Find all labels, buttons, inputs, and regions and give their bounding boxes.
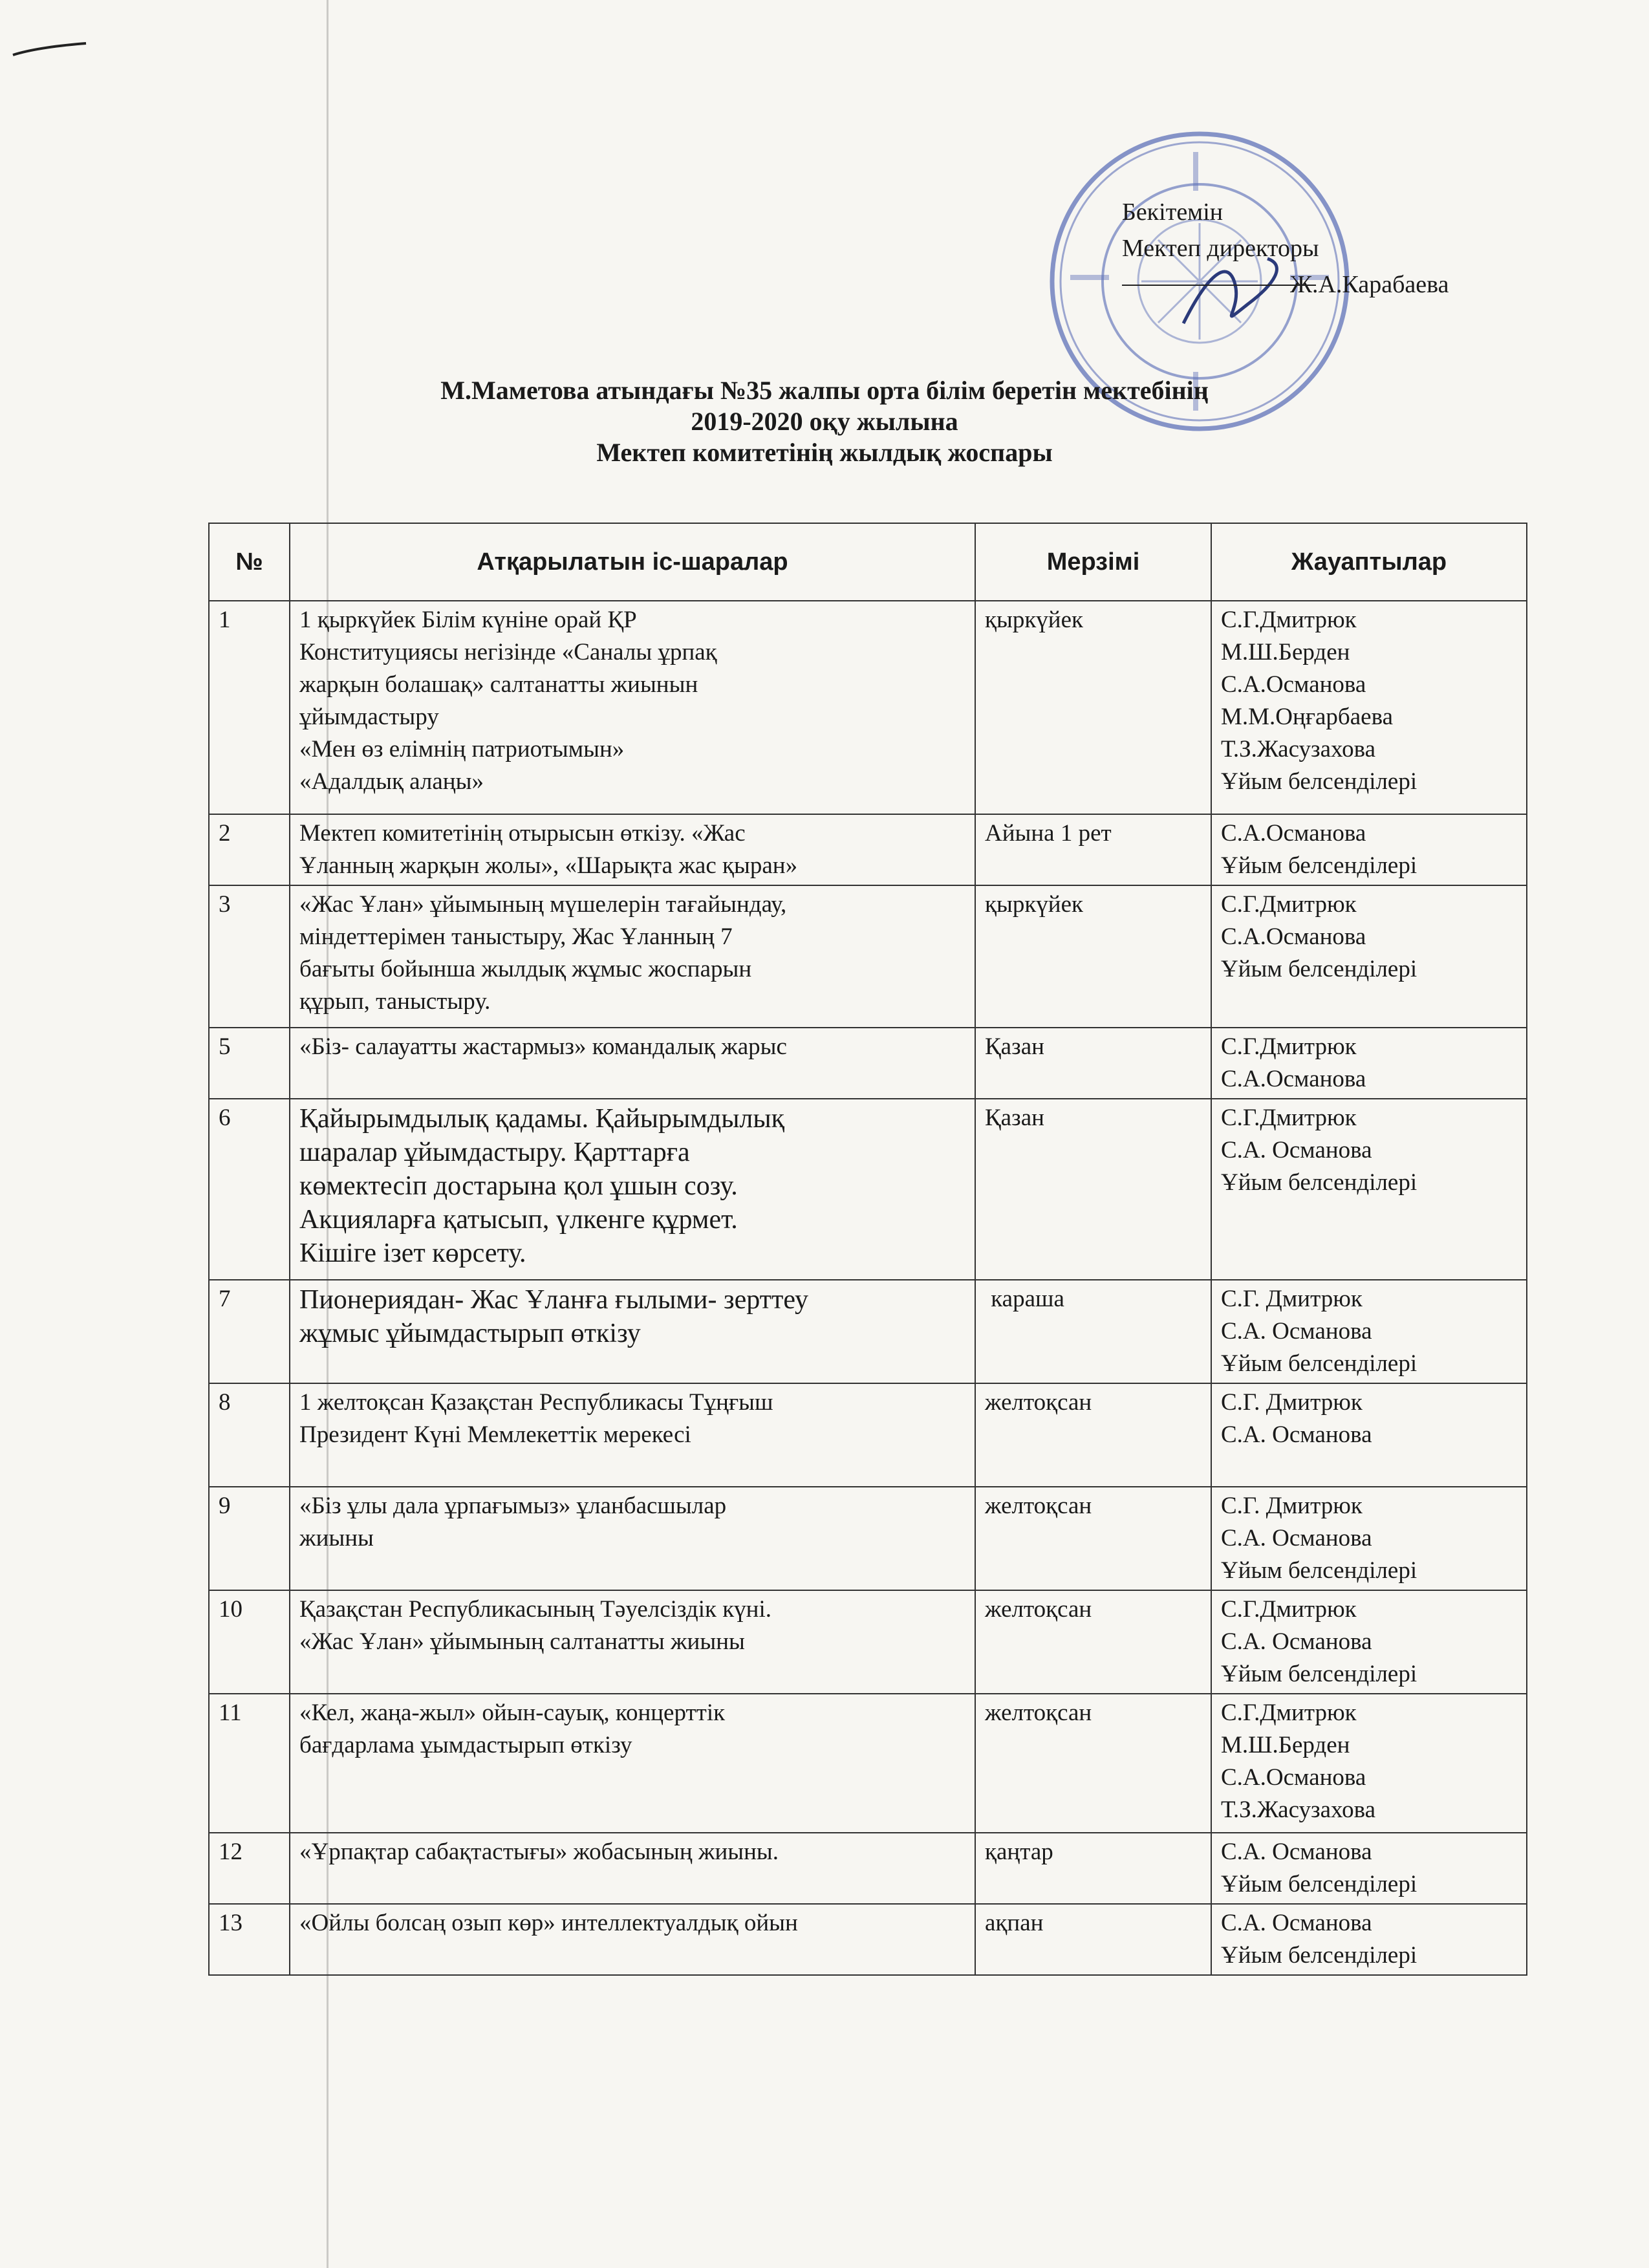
activity-line: 1 желтоқсан Қазақстан Республикасы Тұңғыш <box>299 1389 773 1416</box>
row-date: қыркүйек <box>975 885 1211 1028</box>
responsible-person: С.Г.Дмитрюк <box>1221 891 1357 918</box>
approval-block <box>1122 194 1523 303</box>
responsible-person: С.А. Османова <box>1221 1525 1372 1551</box>
row-date: қыркүйек <box>975 601 1211 814</box>
row-number: 5 <box>209 1028 290 1099</box>
title-line-plan: Мектеп комитетінің жылдық жоспары <box>596 438 1053 467</box>
row-number: 9 <box>209 1487 290 1590</box>
row-date: қаңтар <box>975 1833 1211 1904</box>
activity-line: Ұланның жарқын жолы», «Шарықта жас қыран» <box>299 852 798 879</box>
table-row <box>209 1590 1527 1694</box>
responsible-person: С.А. Османова <box>1221 1318 1372 1345</box>
row-date: ақпан <box>975 1904 1211 1975</box>
approval-label: Бекітемін <box>1122 199 1223 226</box>
row-number: 2 <box>209 814 290 885</box>
header-responsible: Жауаптылар <box>1211 523 1527 601</box>
row-number: 13 <box>209 1904 290 1975</box>
row-responsible <box>1211 1833 1527 1904</box>
responsible-person: С.А. Османова <box>1221 1421 1372 1448</box>
row-responsible <box>1211 1487 1527 1590</box>
row-activity <box>290 601 975 814</box>
responsible-person: С.Г.Дмитрюк <box>1221 1596 1357 1623</box>
responsible-person: Т.З.Жасузахова <box>1221 736 1376 762</box>
table-body <box>209 601 1527 1975</box>
responsible-person: М.Ш.Берден <box>1221 639 1350 665</box>
table-row <box>209 814 1527 885</box>
activity-line: «Ойлы болсаң озып көр» интеллектуалдық ойын <box>299 1910 798 1936</box>
table-row <box>209 885 1527 1028</box>
row-activity <box>290 1590 975 1694</box>
table-row <box>209 1487 1527 1590</box>
signature-line <box>1122 285 1316 286</box>
table-row <box>209 601 1527 814</box>
responsible-person: Ұйым белсенділері <box>1221 1942 1417 1969</box>
row-activity <box>290 1028 975 1099</box>
activity-line: құрып, таныстыру. <box>299 988 491 1015</box>
activity-line: 1 қыркүйек Білім күніне орай ҚР <box>299 607 637 633</box>
row-activity <box>290 1383 975 1487</box>
row-number: 11 <box>209 1694 290 1833</box>
pen-mark <box>12 36 89 61</box>
table-row <box>209 1694 1527 1833</box>
responsible-person: Ұйым белсенділері <box>1221 1661 1417 1687</box>
row-date: Қазан <box>975 1099 1211 1280</box>
director-name: Ж.А.Карабаева <box>1290 271 1449 298</box>
plan-table <box>208 523 1527 1976</box>
responsible-person: С.Г.Дмитрюк <box>1221 1033 1357 1060</box>
activity-line: «Адалдық алаңы» <box>299 768 484 795</box>
row-activity <box>290 885 975 1028</box>
document-title <box>0 375 1649 468</box>
row-responsible <box>1211 885 1527 1028</box>
row-responsible <box>1211 1383 1527 1487</box>
table-row <box>209 1833 1527 1904</box>
row-number: 1 <box>209 601 290 814</box>
activity-line: Мектеп комитетінің отырысын өткізу. «Жас <box>299 820 746 847</box>
activity-line: шаралар ұйымдастыру. Қарттарға <box>299 1138 690 1167</box>
responsible-person: Ұйым белсенділері <box>1221 1557 1417 1584</box>
activity-line: Қайырымдылық қадамы. Қайырымдылық <box>299 1104 784 1134</box>
responsible-person: С.А. Османова <box>1221 1839 1372 1865</box>
responsible-person: Ұйым белсенділері <box>1221 956 1417 982</box>
table-row <box>209 1280 1527 1383</box>
activity-line: бағдарлама ұымдастырып өткізу <box>299 1732 632 1758</box>
title-line-year: 2019-2020 оқу жылына <box>691 407 958 436</box>
row-date: караша <box>975 1280 1211 1383</box>
row-date: желтоқсан <box>975 1487 1211 1590</box>
responsible-person: Ұйым белсенділері <box>1221 768 1417 795</box>
activity-line: Қазақстан Республикасының Тәуелсіздік күні. <box>299 1596 772 1623</box>
row-activity <box>290 1099 975 1280</box>
activity-line: «Біз ұлы дала ұрпағымыз» ұланбасшылар <box>299 1493 727 1519</box>
row-responsible <box>1211 1590 1527 1694</box>
row-responsible <box>1211 1694 1527 1833</box>
header-number: № <box>209 523 290 601</box>
row-activity <box>290 814 975 885</box>
row-activity <box>290 1694 975 1833</box>
responsible-person: Ұйым белсенділері <box>1221 1169 1417 1196</box>
activity-line: «Жас Ұлан» ұйымының салтанатты жиыны <box>299 1628 745 1655</box>
table-row <box>209 1383 1527 1487</box>
row-date: Айына 1 рет <box>975 814 1211 885</box>
activity-line: Кішіге ізет көрсету. <box>299 1238 526 1268</box>
row-number: 8 <box>209 1383 290 1487</box>
activity-line: «Жас Ұлан» ұйымының мүшелерін тағайындау, <box>299 891 787 918</box>
activity-line: жұмыс ұйымдастырып өткізу <box>299 1319 641 1348</box>
activity-line: Пионериядан- Жас Ұланға ғылыми- зерттеу <box>299 1285 808 1315</box>
activity-line: «Біз- салауатты жастармыз» командалық жарыс <box>299 1033 787 1060</box>
activity-line: ұйымдастыру <box>299 704 439 730</box>
row-responsible <box>1211 814 1527 885</box>
row-date: желтоқсан <box>975 1590 1211 1694</box>
header-date: Мерзімі <box>975 523 1211 601</box>
row-number: 7 <box>209 1280 290 1383</box>
responsible-person: С.Г. Дмитрюк <box>1221 1389 1363 1416</box>
title-line-school: М.Маметова атындағы №35 жалпы орта білім беретін мектебінің <box>440 376 1209 405</box>
row-activity <box>290 1487 975 1590</box>
header-activity: Атқарылатын іс-шаралар <box>290 523 975 601</box>
row-responsible <box>1211 1028 1527 1099</box>
activity-line: жиыны <box>299 1525 374 1551</box>
activity-line: Акцияларға қатысып, үлкенге құрмет. <box>299 1205 738 1235</box>
row-responsible <box>1211 1099 1527 1280</box>
row-responsible <box>1211 1280 1527 1383</box>
table-row <box>209 1028 1527 1099</box>
row-date: желтоқсан <box>975 1694 1211 1833</box>
responsible-person: С.А.Османова <box>1221 671 1366 698</box>
row-responsible <box>1211 601 1527 814</box>
activity-line: «Ұрпақтар сабақтастығы» жобасының жиыны. <box>299 1839 779 1865</box>
row-number: 6 <box>209 1099 290 1280</box>
responsible-person: С.А. Османова <box>1221 1628 1372 1655</box>
row-activity <box>290 1833 975 1904</box>
responsible-person: С.А.Османова <box>1221 1764 1366 1791</box>
responsible-person: Ұйым белсенділері <box>1221 852 1417 879</box>
responsible-person: Ұйым белсенділері <box>1221 1350 1417 1377</box>
responsible-person: М.Ш.Берден <box>1221 1732 1350 1758</box>
activity-line: Конституциясы негізінде «Саналы ұрпақ <box>299 639 717 665</box>
responsible-person: С.Г.Дмитрюк <box>1221 1105 1357 1131</box>
responsible-person: С.А.Османова <box>1221 820 1366 847</box>
row-responsible <box>1211 1904 1527 1975</box>
activity-line: бағыты бойынша жылдық жұмыс жоспарын <box>299 956 752 982</box>
responsible-person: С.А.Османова <box>1221 1066 1366 1092</box>
activity-line: міндеттерімен таныстыру, Жас Ұланның 7 <box>299 923 733 950</box>
responsible-person: С.Г. Дмитрюк <box>1221 1493 1363 1519</box>
table-header-row <box>209 523 1527 601</box>
row-date: желтоқсан <box>975 1383 1211 1487</box>
responsible-person: С.А. Османова <box>1221 1137 1372 1163</box>
row-number: 12 <box>209 1833 290 1904</box>
row-number: 10 <box>209 1590 290 1694</box>
responsible-person: Т.З.Жасузахова <box>1221 1797 1376 1823</box>
responsible-person: С.Г. Дмитрюк <box>1221 1286 1363 1312</box>
responsible-person: С.А. Османова <box>1221 1910 1372 1936</box>
activity-line: «Мен өз елімнің патриотымын» <box>299 736 625 762</box>
director-title: Мектеп директоры <box>1122 235 1319 262</box>
responsible-person: М.М.Оңғарбаева <box>1221 704 1393 730</box>
row-number: 3 <box>209 885 290 1028</box>
table-row <box>209 1904 1527 1975</box>
row-date: Қазан <box>975 1028 1211 1099</box>
responsible-person: Ұйым белсенділері <box>1221 1871 1417 1897</box>
activity-line: Президент Күні Мемлекеттік мерекесі <box>299 1421 691 1448</box>
row-activity <box>290 1280 975 1383</box>
table-row <box>209 1099 1527 1280</box>
activity-line: жарқын болашақ» салтанатты жиынын <box>299 671 698 698</box>
responsible-person: С.Г.Дмитрюк <box>1221 607 1357 633</box>
activity-line: «Кел, жаңа-жыл» ойын-сауық, концерттік <box>299 1700 726 1726</box>
responsible-person: С.Г.Дмитрюк <box>1221 1700 1357 1726</box>
row-activity <box>290 1904 975 1975</box>
responsible-person: С.А.Османова <box>1221 923 1366 950</box>
activity-line: көмектесіп достарына қол ұшын созу. <box>299 1171 738 1201</box>
